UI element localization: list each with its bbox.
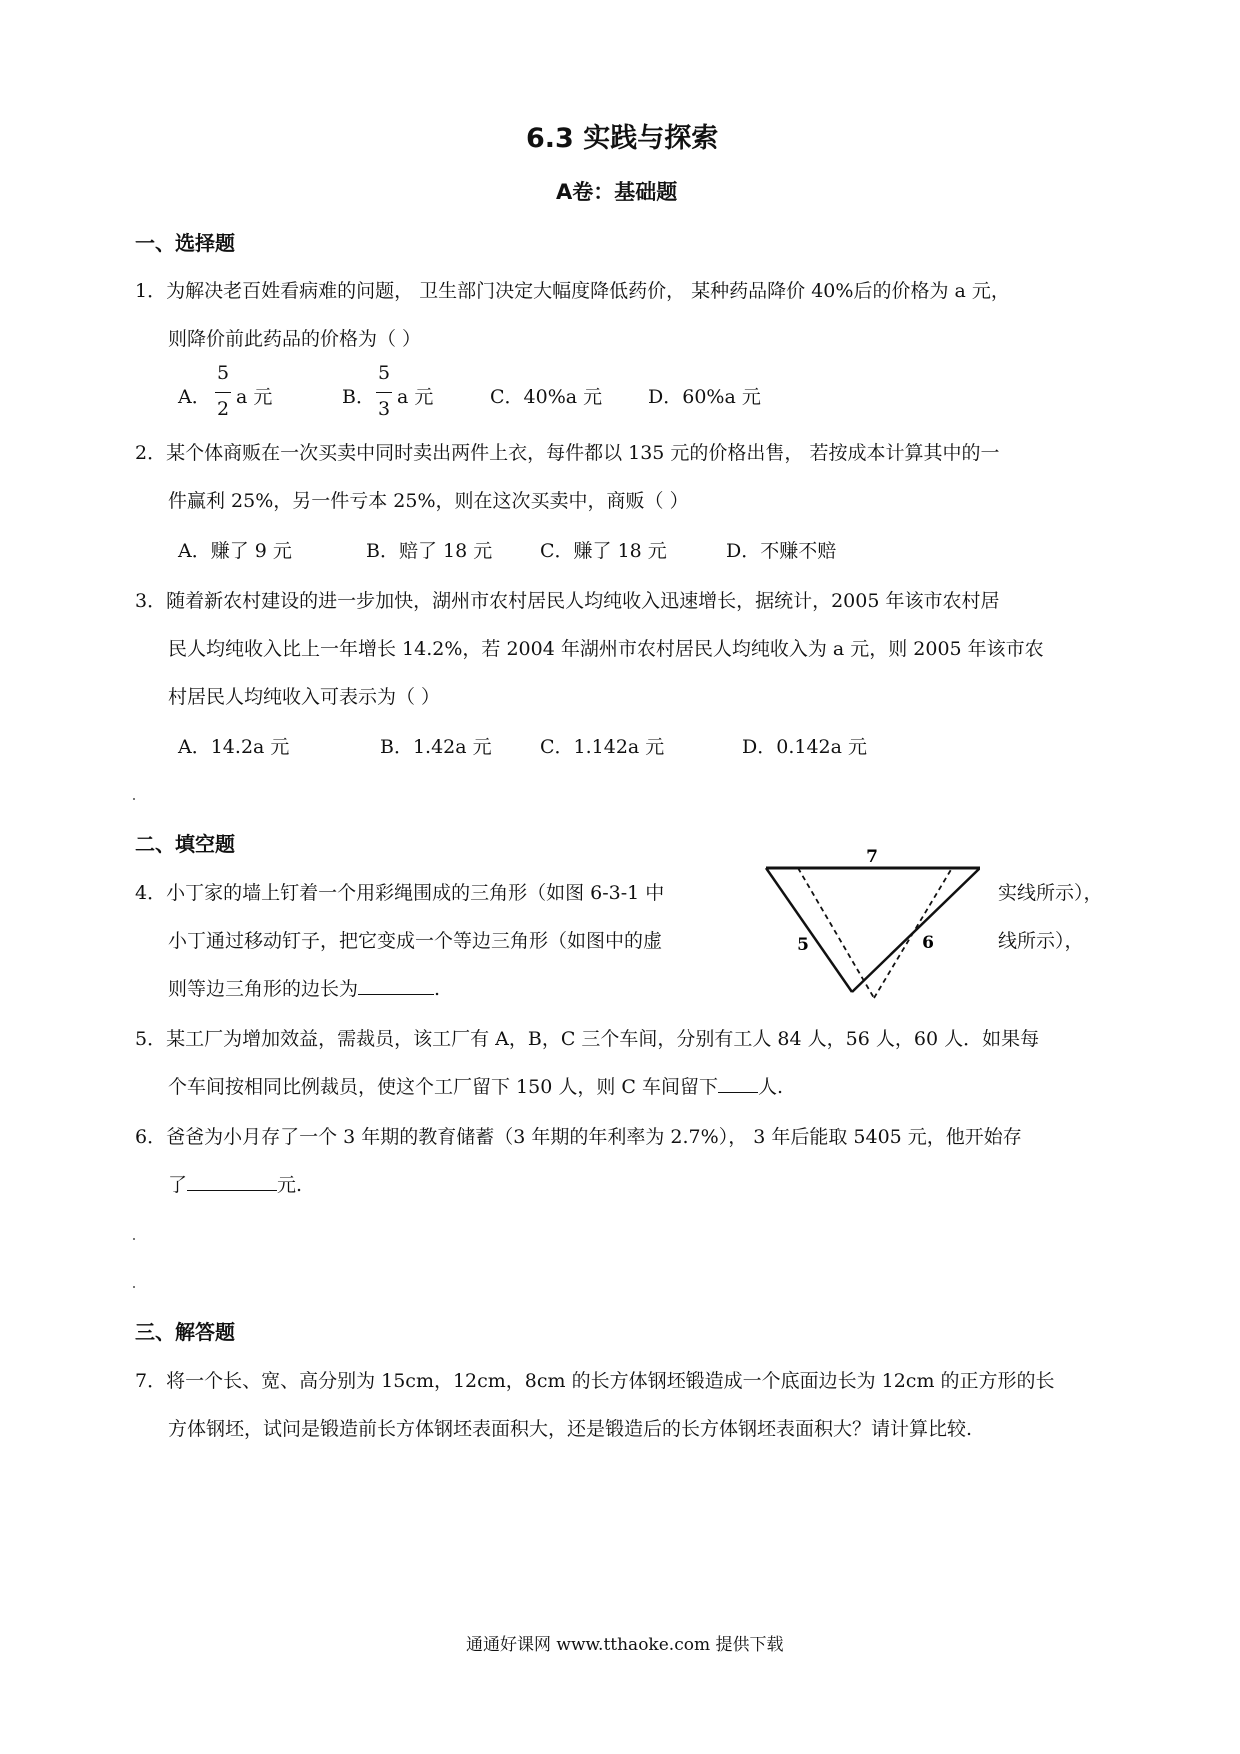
q1-option-d: D．60%a 元 xyxy=(648,386,761,408)
q1-line2: 则降价前此药品的价格为（ ） xyxy=(168,328,422,350)
q1-option-b-denominator: 3 xyxy=(377,398,391,420)
stray-dot xyxy=(133,1238,135,1240)
q6-line2 xyxy=(168,1170,302,1197)
q1-option-a-numerator: 5 xyxy=(216,362,230,384)
q3-option-a: A．14.2a 元 xyxy=(178,736,290,758)
q2-line1: 2．某个体商贩在一次买卖中同时卖出两件上衣，每件都以 135 元的价格出售， 若按成本计算其中的一 xyxy=(135,442,1000,464)
q6-line1: 6．爸爸为小月存了一个 3 年期的教育储蓄（3 年期的年利率为 2.7%）， 3 年后能取 5405 元，他开始存 xyxy=(135,1126,1022,1148)
q3-line3: 村居民人均纯收入可表示为（ ） xyxy=(168,686,441,708)
q1-option-a-label: A． xyxy=(178,386,211,408)
q6-line2-text: 了 xyxy=(168,1174,188,1196)
page-footer: 通通好课网 www.tthaoke.com 提供下载 xyxy=(466,1635,784,1655)
q5-line2-text: 个车间按相同比例裁员，使这个工厂留下 150 人，则 C 车间留下 xyxy=(168,1076,718,1098)
q1-option-b-label: B． xyxy=(342,386,375,408)
q1-option-b-numerator: 5 xyxy=(377,362,391,384)
q3-option-d: D．0.142a 元 xyxy=(742,736,867,758)
q2-option-d: D．不赚不赔 xyxy=(726,540,837,562)
q4-line2-right: 线所示）， xyxy=(998,930,1084,952)
figure-label-top: 7 xyxy=(866,848,878,867)
stray-dot xyxy=(133,1286,135,1288)
q5-line2-end: 人. xyxy=(757,1076,784,1098)
q4-line2-left: 小丁通过移动钉子，把它变成一个等边三角形（如图中的虚 xyxy=(168,930,663,952)
section-fill-heading: 二、填空题 xyxy=(135,832,235,856)
triangle-figure xyxy=(756,848,980,1000)
figure-label-left: 5 xyxy=(797,935,809,955)
q1-option-a-fraction-bar xyxy=(215,392,231,393)
q2-option-c: C．赚了 18 元 xyxy=(540,540,667,562)
stray-dot xyxy=(133,798,135,800)
q3-line2: 民人均纯收入比上一年增长 14.2%，若 2004 年湖州市农村居民人均纯收入为 a 元，则 2005 年该市农 xyxy=(168,638,1044,660)
q4-line3-text: 则等边三角形的边长为 xyxy=(168,978,359,1000)
q3-line1: 3．随着新农村建设的进一步加快，湖州市农村居民人均纯收入迅速增长，据统计，2005 年该市农村居 xyxy=(135,590,1000,612)
page-title: 6.3 实践与探索 xyxy=(526,123,719,154)
q1-option-b-fraction-bar xyxy=(376,392,392,393)
q1-line1: 1．为解决老百姓看病难的问题， 卫生部门决定大幅度降低药价， 某种药品降价 40%后的价格为 a 元， xyxy=(135,280,1010,302)
figure-label-right: 6 xyxy=(922,933,934,953)
q4-line3-end: . xyxy=(434,978,441,1000)
q2-option-b: B．赔了 18 元 xyxy=(366,540,493,562)
q1-option-c: C．40%a 元 xyxy=(490,386,603,408)
q4-line1-right: 实线所示）， xyxy=(998,882,1103,904)
q3-option-b: B．1.42a 元 xyxy=(380,736,492,758)
q6-answer-blank xyxy=(187,1189,277,1191)
q1-option-a-denominator: 2 xyxy=(216,398,230,420)
q2-option-a: A．赚了 9 元 xyxy=(178,540,292,562)
page-subtitle: A卷：基础题 xyxy=(556,180,678,204)
section-answer-heading: 三、解答题 xyxy=(135,1320,235,1344)
q5-line1: 5．某工厂为增加效益，需裁员，该工厂有 A，B，C 三个车间，分别有工人 84 人，56 人，60 人．如果每 xyxy=(135,1028,1040,1050)
q2-line2: 件赢利 25%，另一件亏本 25%，则在这次买卖中，商贩（ ） xyxy=(168,490,689,512)
q7-line1: 7．将一个长、宽、高分别为 15cm，12cm，8cm 的长方体钢坯锻造成一个底面边长为 12cm 的正方形的长 xyxy=(135,1370,1055,1392)
q4-line3 xyxy=(168,974,440,1001)
section-choice-heading: 一、选择题 xyxy=(135,231,235,255)
q7-line2: 方体钢坯，试问是锻造前长方体钢坯表面积大，还是锻造后的长方体钢坯表面积大？请计算比较. xyxy=(168,1418,973,1440)
q5-answer-blank xyxy=(718,1091,758,1093)
q4-answer-blank xyxy=(358,993,434,995)
q1-option-b-unit: a 元 xyxy=(397,386,434,408)
q6-line2-end: 元. xyxy=(277,1174,303,1196)
q4-line1-left: 4．小丁家的墙上钉着一个用彩绳围成的三角形（如图 6-3-1 中 xyxy=(135,882,665,904)
q3-option-c: C．1.142a 元 xyxy=(540,736,665,758)
q1-option-a-unit: a 元 xyxy=(236,386,273,408)
q5-line2 xyxy=(168,1072,783,1099)
